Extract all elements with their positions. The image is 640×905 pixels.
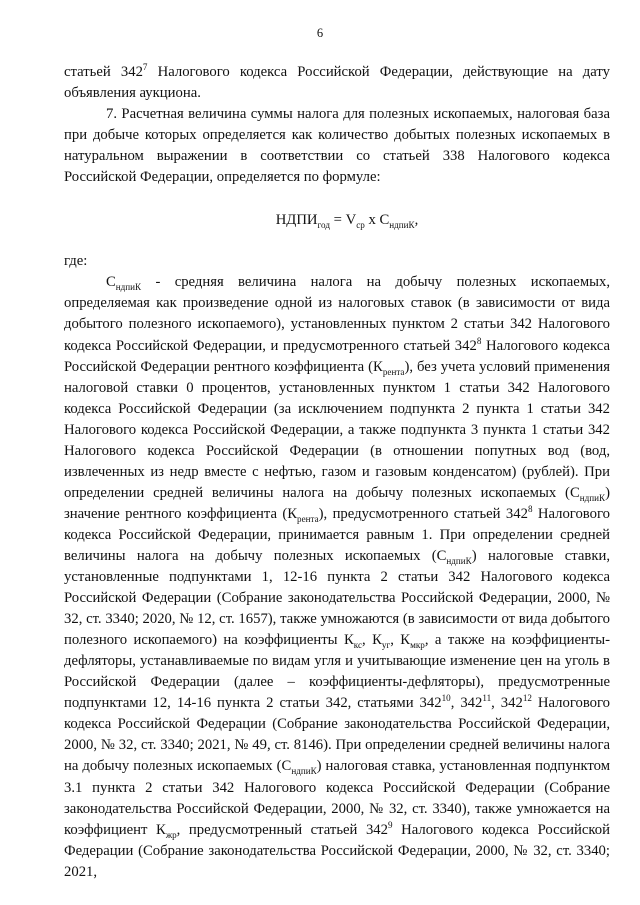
subscript: ндпиК <box>389 220 415 231</box>
text-run: , К <box>390 632 411 649</box>
paragraph-item-7: 7. Расчетная величина суммы налога для полезных ископаемых, налоговая база при добыче которых определяется как количество добытых полезных ископаемых в натуральном выражении в соответствии со статьей 338 Налогового кодекса Российской Федерации, определяется по формуле: <box>64 106 610 186</box>
text-run: - средняя величина налога на добычу полезных ископаемых, определяемая как произведение одной из налоговых ставок (в зависимости от вида добытого полезного ископаемого), установленных пунктом 2 статьи 342 Налогового кодекса Российской Федерации, и предусмотренного статьей 342 <box>64 274 610 354</box>
superscript: 7 <box>142 62 148 73</box>
text-run: ), без учета условий применения налоговой ставки 0 процентов, установленных пунктом 1 статьи 342 Налогового кодекса Российской Федерации (за исключением подпункта 2 пункта 1 статьи 342 Налогового кодекса Российской Федерации, а также подпункта 3 пункта 1 статьи 342 Налогового кодекса Российской Федерации (в отношении попутных вод (вод, извлеченных из недр вместе с нефтью, газом и газовым конденсатом) (рублей). При определении средней величины налога на добычу полезных ископаемых (С <box>64 358 610 501</box>
superscript: 11 <box>482 693 492 704</box>
subscript: жр <box>165 829 177 840</box>
superscript: 10 <box>441 693 451 704</box>
formula <box>64 210 610 231</box>
superscript: 8 <box>527 504 533 514</box>
text-run: , а также на коэффициенты-дефляторы, устанавливаемые по видам угля и учитывающие изменение цен на уголь в Российской Федерации (далее – коэффициенты-дефляторы), предусмотренные подпунктами 12, 14-16 пункта 2 статьи 342, статьями 342 <box>64 632 611 712</box>
subscript: ндпиК <box>579 492 606 503</box>
subscript: рента <box>382 366 405 377</box>
superscript: 9 <box>388 819 393 830</box>
formula-term: = V <box>329 212 357 229</box>
text-run: Налогового кодекса Российской Федерации (Собрание законодательства Российской Федерации, 2000, № 32, ст. 3340; 2021, <box>64 821 610 880</box>
subscript: ср <box>356 220 365 231</box>
paragraph-definition <box>64 272 610 882</box>
formula-term: НДПИ <box>275 212 318 229</box>
subscript: рента <box>297 513 319 524</box>
superscript: 8 <box>476 335 482 346</box>
text-run: Налогового кодекса Российской Федерации рентного коэффициента (К <box>64 337 611 375</box>
text-run: ) налоговая ставка, установленная подпунктом 3.1 пункта 2 статьи 342 Налогового кодекса Российской Федерации (Собрание законодательства Российской Федерации, 2000, № 32, ст. 3340), также умножается на коэффициент К <box>64 758 610 838</box>
subscript: ндпиК <box>446 555 472 566</box>
text-run: С <box>106 274 116 291</box>
document-body <box>64 62 610 883</box>
text-run: , предусмотренный статьей 342 <box>176 821 388 838</box>
subscript: мкр <box>410 640 425 651</box>
text-run: ), предусмотренного статьей 342 <box>318 505 528 522</box>
text-run: , 342 <box>450 695 483 712</box>
text-run: ) значение рентного коэффициента (К <box>64 484 610 522</box>
subscript: ндпиК <box>291 766 317 777</box>
text-run: статьей 342 <box>64 64 143 80</box>
subscript: кс <box>353 640 362 651</box>
text-run: , К <box>362 632 382 649</box>
text-run: Налогового кодекса Российской Федерации, действующие на дату объявления аукциона. <box>64 64 610 102</box>
text-run: , 342 <box>491 695 523 712</box>
formula-term: , <box>414 212 419 229</box>
superscript: 12 <box>522 693 532 704</box>
text-run: ) налоговые ставки, установленные подпунктами 1, 12-16 пункта 2 статьи 342 Налогового кодекса Российской Федерации (Собрание законодательства Российской Федерации, 2000, № 32, ст. 3340; 2020, № 12, ст. 1657), также умножаются (в зависимости от вида добытого полезного ископаемого) на коэффициенты К <box>64 547 610 649</box>
text-run: Налогового кодекса Российской Федерации (Собрание законодательства Российской Федерации, 2000, № 32, ст. 3340; 2021, № 49, ст. 8146). При определении средней величины налога на добычу полезных ископаемых (С <box>64 695 610 775</box>
text-run: Налогового кодекса Российской Федерации, принимается равным 1. При определении средней величины налога на добычу полезных ископаемых (С <box>64 505 610 564</box>
where-label: где: <box>64 253 88 270</box>
formula-term: х С <box>364 212 390 229</box>
paragraph-continuation <box>64 62 610 104</box>
subscript: ндпиК <box>115 282 142 293</box>
subscript: уг <box>381 640 391 651</box>
subscript: год <box>317 220 330 231</box>
page-number: 6 <box>316 26 324 40</box>
